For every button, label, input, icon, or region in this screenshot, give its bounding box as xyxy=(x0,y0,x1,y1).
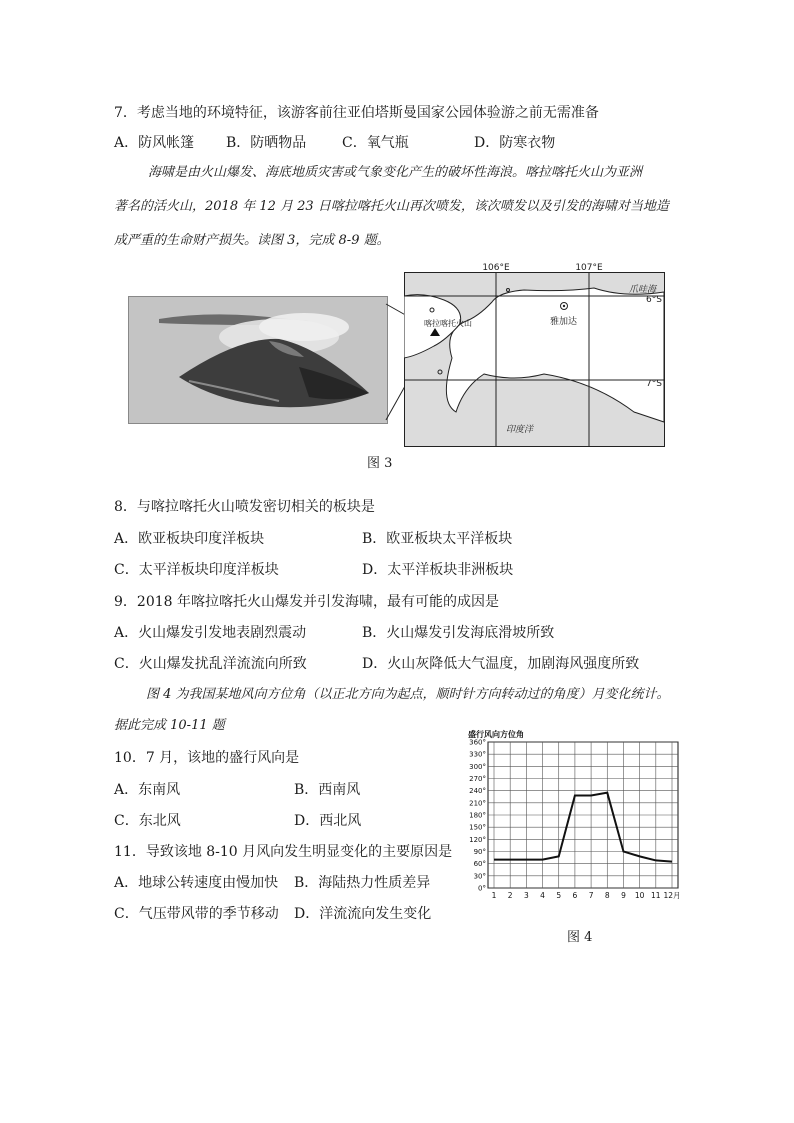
q9-option-d: D．火山灰降低大气温度，加剧海风强度所致 xyxy=(362,656,640,672)
chart-y-tick-label: 330° xyxy=(469,750,486,759)
q10-stem: 10．7 月，该地的盛行风向是 xyxy=(114,750,300,766)
chart-y-tick-label: 300° xyxy=(469,762,486,771)
q7-option-a: A．防风帐篷 xyxy=(114,135,195,151)
indian-ocean-label: 印度洋 xyxy=(506,425,534,435)
q11-option-c: C．气压带风带的季节移动 xyxy=(114,906,279,922)
volcano-photo xyxy=(128,296,388,424)
chart-x-tick-label: 9 xyxy=(621,891,626,900)
chart-y-tick-label: 180° xyxy=(469,811,486,820)
q9-option-b: B．火山爆发引发海底滑坡所致 xyxy=(362,625,555,641)
q11-option-b: B．海陆热力性质差异 xyxy=(294,875,431,891)
q10-option-d: D．西北风 xyxy=(294,813,362,829)
q11-option-a: A．地球公转速度由慢加快 xyxy=(114,875,279,891)
chart-x-tick-label: 10 xyxy=(634,891,645,900)
chart-x-tick-label: 4 xyxy=(540,891,545,900)
chart-x-tick-label: 3 xyxy=(523,891,529,900)
wind-direction-chart xyxy=(450,728,690,906)
intro-paragraph-line: 图 4 为我国某地风向方位角（以正北方向为起点，顺时针方向转动过的角度）月变化统计。 xyxy=(146,687,670,702)
chart-y-tick-label: 270° xyxy=(469,775,486,783)
q9-option-a: A．火山爆发引发地表剧烈震动 xyxy=(114,625,307,641)
q9-option-c: C．火山爆发扰乱洋流流向所致 xyxy=(114,656,307,672)
lon-label-106: 106°E xyxy=(482,263,510,273)
q10-option-c: C．东北风 xyxy=(114,813,181,829)
figure-4-caption: 图 4 xyxy=(567,930,593,945)
volcano-photo-drawing xyxy=(129,297,387,423)
intro-paragraph-line: 据此完成 10-11 题 xyxy=(114,718,225,733)
chart-x-tick-label: 2 xyxy=(507,891,513,900)
figure-3-caption: 图 3 xyxy=(367,456,393,471)
intro-paragraph-line: 成严重的生命财产损失。读图 3，完成 8-9 题。 xyxy=(114,233,390,248)
q11-option-d: D．洋流流向发生变化 xyxy=(294,906,432,922)
chart-y-tick-label: 0° xyxy=(478,884,486,893)
chart-y-tick-label: 210° xyxy=(469,799,486,808)
volcano-region-map xyxy=(404,262,666,448)
q10-option-a: A．东南风 xyxy=(114,782,181,798)
chart-y-tick-label: 120° xyxy=(469,835,486,844)
chart-y-tick-label: 30° xyxy=(473,872,486,881)
chart-x-tick-label: 8 xyxy=(604,891,610,900)
volcano-label: 喀拉喀托火山 xyxy=(424,319,472,328)
q7-stem: 7．考虑当地的环境特征，该游客前往亚伯塔斯曼国家公园体验游之前无需准备 xyxy=(114,105,599,121)
q11-stem: 11．导致该地 8-10 月风向发生明显变化的主要原因是 xyxy=(114,844,453,860)
chart-x-tick-label: 12月 xyxy=(663,891,681,900)
java-sea-label: 爪哇海 xyxy=(628,285,656,295)
chart-y-tick-label: 150° xyxy=(469,823,486,832)
q8-option-c: C．太平洋板块印度洋板块 xyxy=(114,562,279,578)
chart-y-tick-label: 240° xyxy=(469,787,486,796)
q7-option-b: B．防晒物品 xyxy=(226,135,307,151)
q8-stem: 8．与喀拉喀托火山喷发密切相关的板块是 xyxy=(114,499,375,515)
lat-label-6s: 6°S xyxy=(646,295,662,305)
q9-stem: 9．2018 年喀拉喀托火山爆发并引发海啸，最有可能的成因是 xyxy=(114,594,499,610)
chart-x-tick-label: 1 xyxy=(491,891,497,900)
q7-option-d: D．防寒衣物 xyxy=(474,135,556,151)
chart-x-tick-label: 11 xyxy=(651,891,661,900)
q10-option-b: B．西南风 xyxy=(294,782,361,798)
chart-x-tick-label: 6 xyxy=(572,891,578,900)
chart-x-tick-label: 7 xyxy=(588,891,594,900)
intro-paragraph-line: 海啸是由火山爆发、海底地质灾害或气象变化产生的破坏性海浪。喀拉喀托火山为亚洲 xyxy=(148,165,643,180)
intro-paragraph-line: 著名的活火山，2018 年 12 月 23 日喀拉喀托火山再次喷发，该次喷发以及引发的海啸对当地造 xyxy=(114,199,669,214)
q7-option-c: C．氧气瓶 xyxy=(342,135,409,151)
chart-y-tick-label: 90° xyxy=(473,848,486,856)
q8-option-a: A．欧亚板块印度洋板块 xyxy=(114,531,265,547)
lat-label-7s: 7°S xyxy=(646,379,662,389)
chart-y-tick-label: 60° xyxy=(473,860,486,869)
q8-option-b: B．欧亚板块太平洋板块 xyxy=(362,531,513,547)
chart-x-tick-label: 5 xyxy=(556,891,562,900)
jakarta-label: 雅加达 xyxy=(550,317,578,327)
chart-y-tick-label: 360° xyxy=(469,738,486,747)
lon-label-107: 107°E xyxy=(575,263,603,273)
chart-title: 盛行风向方位角 xyxy=(468,730,524,739)
q8-option-d: D．太平洋板块非洲板块 xyxy=(362,562,514,578)
